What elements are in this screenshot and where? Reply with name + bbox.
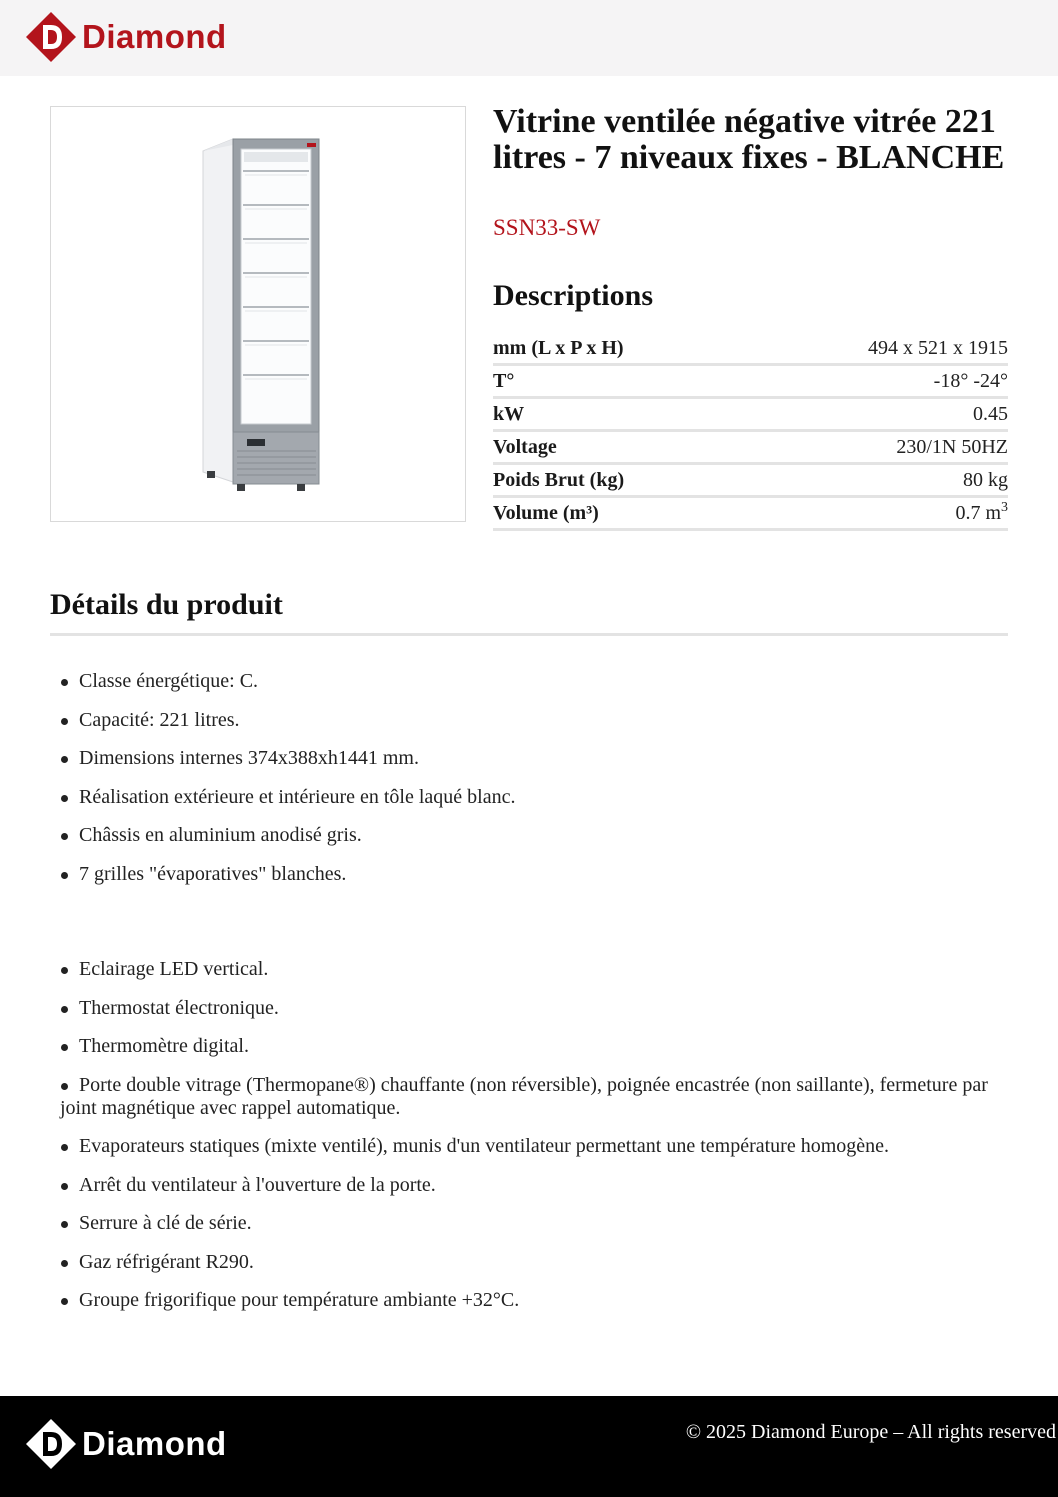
spec-row-temperature [493,366,1008,399]
spec-row-voltage [493,432,1008,465]
list-item: Arrêt du ventilateur à l'ouverture de la porte. [60,1174,990,1197]
spec-label: Voltage [493,435,557,458]
spec-label: T° [493,369,515,392]
spec-label: kW [493,402,525,425]
footer-brand-logo[interactable] [24,1417,227,1471]
spec-value-wrapper [955,499,1008,525]
list-item: Eclairage LED vertical. [60,958,990,981]
spec-value: 0.45 [973,402,1008,425]
spec-value: -18° -24° [933,369,1008,392]
list-item: Serrure à clé de série. [60,1212,990,1235]
product-image [50,106,466,522]
list-item: Gaz réfrigérant R290. [60,1251,990,1274]
list-item: Classe énergétique: C. [60,670,990,693]
page-footer [0,1396,1058,1497]
product-sku: SSN33-SW [493,215,601,240]
list-item: Porte double vitrage (Thermopane®) chauffante (non réversible), poignée encastrée (non saillante), fermeture par joint magnétique avec rappel automatique. [60,1074,990,1120]
spec-value-superscript: 3 [1001,499,1008,515]
feature-list-primary [60,670,990,901]
display-fridge-illustration [51,107,467,523]
descriptions-heading: Descriptions [493,279,653,312]
spec-label: Poids Brut (kg) [493,468,625,491]
list-item: Réalisation extérieure et intérieure en tôle laqué blanc. [60,786,990,809]
list-item: Châssis en aluminium anodisé gris. [60,824,990,847]
copyright-text: © 2025 Diamond Europe – All rights reserved [685,1421,1056,1443]
spec-row-dimensions [493,333,1008,366]
list-item: Evaporateurs statiques (mixte ventilé), munis d'un ventilateur permettant une température homogène. [60,1135,990,1158]
spec-value: 230/1N 50HZ [896,435,1008,458]
list-item: Dimensions internes 374x388xh1441 mm. [60,747,990,770]
page-header [0,0,1058,76]
spec-value: 0.7 m [955,501,1001,524]
list-item: 7 grilles "évaporatives" blanches. [60,863,990,886]
spec-row-volume [493,498,1008,531]
list-item: Groupe frigorifique pour température ambiante +32°C. [60,1289,990,1312]
spec-value: 80 kg [963,468,1008,491]
footer-brand-name: Diamond [82,1425,227,1462]
brand-logo[interactable] [24,10,227,64]
spec-label: Volume (m³) [493,501,599,524]
details-divider [50,633,1008,636]
diamond-logo-icon [24,1417,78,1471]
spec-value: 494 x 521 x 1915 [868,336,1008,359]
spec-row-power [493,399,1008,432]
list-item: Thermostat électronique. [60,997,990,1020]
details-heading: Détails du produit [50,588,283,621]
feature-list-secondary [60,958,990,1328]
spec-row-weight [493,465,1008,498]
diamond-logo-icon [24,10,78,64]
specs-table [493,333,1008,531]
brand-name: Diamond [82,18,227,55]
list-item: Thermomètre digital. [60,1035,990,1058]
spec-label: mm (L x P x H) [493,336,624,359]
product-title: Vitrine ventilée négative vitrée 221 litres - 7 niveaux fixes - BLANCHE [493,103,1005,176]
list-item: Capacité: 221 litres. [60,709,990,732]
